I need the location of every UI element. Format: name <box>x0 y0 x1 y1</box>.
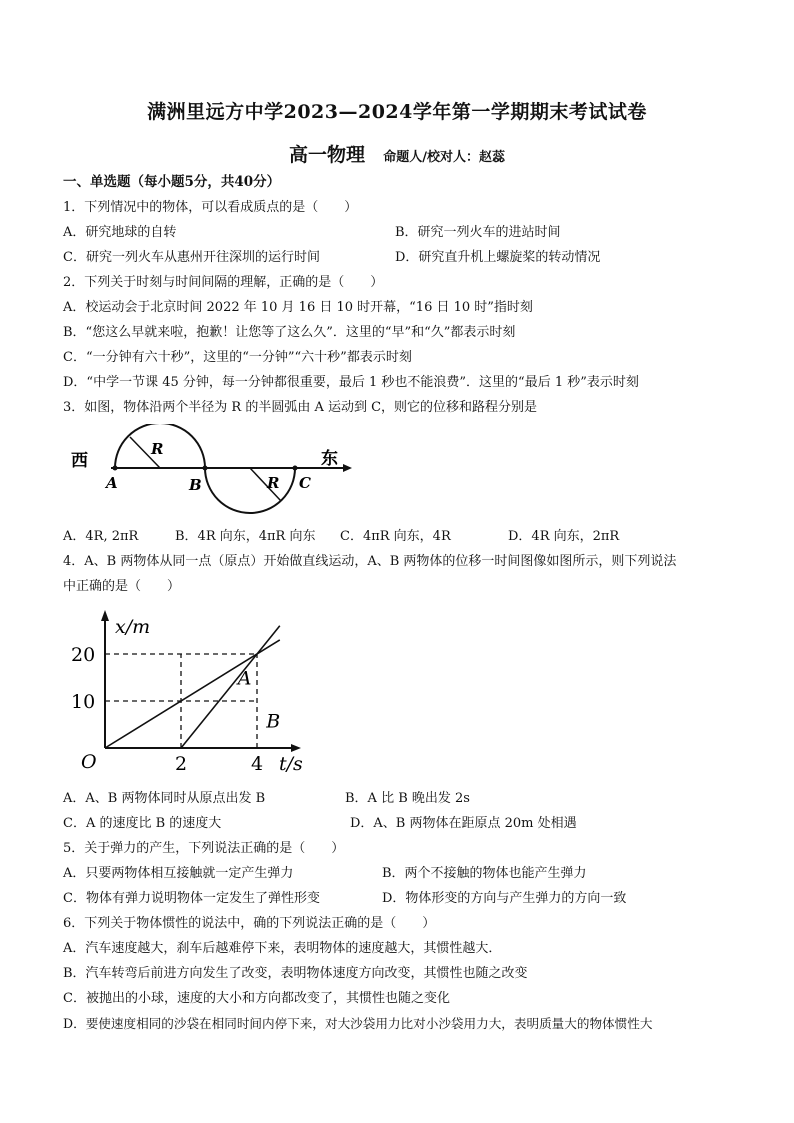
q4-stem-line2: 中正确的是（ ） <box>63 579 181 594</box>
point-a-dot <box>113 466 118 471</box>
east-label: 东 <box>321 449 338 469</box>
q3-option-a: A．4R, 2πR <box>63 529 139 544</box>
q4-stem-line1: 4．A、B 两物体从同一点（原点）开始做直线运动，A、B 两物体的位移一时间图像如图所示，则下列说法 <box>63 554 677 569</box>
q6-stem: 6．下列关于物体惯性的说法中，确的下列说法正确的是（ ） <box>63 916 436 931</box>
q4-option-b: B．A 比 B 晚出发 2s <box>345 791 470 806</box>
q3-option-b: B．4R 向东，4πR 向东 <box>175 529 316 544</box>
q4-option-c: C．A 的速度比 B 的速度大 <box>63 816 222 831</box>
series-b-label: B <box>266 710 281 733</box>
y-axis-label: x/m <box>115 616 151 638</box>
y-tick-label: 10 <box>71 691 96 713</box>
q1-option-d: D．研究直升机上螺旋桨的转动情况 <box>395 250 601 265</box>
subject-label: 高一物理 <box>289 144 366 166</box>
q3-stem: 3．如图，物体沿两个半径为 R 的半圆弧由 A 运动到 C，则它的位移和路程分别是 <box>63 400 538 415</box>
q3-option-d: D．4R 向东，2πR <box>508 529 620 544</box>
time-axis-arrow <box>291 744 301 752</box>
section-heading: 一、单选题（每小题5分，共40分） <box>63 174 281 190</box>
lower-radius-label: R <box>267 474 280 492</box>
q6-option-b: B．汽车转弯后前进方向发生了改变，表明物体速度方向改变，其惯性也随之改变 <box>63 966 528 981</box>
q5-option-b: B．两个不接触的物体也能产生弹力 <box>382 866 587 881</box>
q3-semicircle-figure <box>63 424 353 520</box>
exam-title: 满洲里远方中学2023—2024学年第一学期期末考试试卷 <box>147 101 647 123</box>
position-axis-arrow <box>101 610 109 621</box>
x-tick-label: 2 <box>175 753 188 775</box>
point-c-dot <box>293 466 298 471</box>
axis-arrow <box>343 464 352 472</box>
point-c-label: C <box>299 474 311 492</box>
q1-option-a: A．研究地球的自转 <box>63 225 177 240</box>
q6-option-d: D．要使速度相同的沙袋在相同时间内停下来，对大沙袋用力比对小沙袋用力大，表明质量大的物体惯性大 <box>63 1016 653 1031</box>
q5-option-c: C．物体有弹力说明物体一定发生了弹性形变 <box>63 891 320 906</box>
y-tick-label: 20 <box>71 644 96 666</box>
author-label: 命题人/校对人：赵蕊 <box>383 150 505 165</box>
q5-stem: 5．关于弹力的产生，下列说法正确的是（ ） <box>63 841 345 856</box>
q6-option-a: A．汽车速度越大，刹车后越难停下来，表明物体的速度越大，其惯性越大． <box>63 941 502 956</box>
q5-option-d: D．物体形变的方向与产生弹力的方向一致 <box>382 891 627 906</box>
q2-option-c: C．“一分钟有六十秒”，这里的“一分钟”“六十秒”都表示时刻 <box>63 350 412 365</box>
west-label: 西 <box>71 451 88 471</box>
q4-option-d: D．A、B 两物体在距原点 20m 处相遇 <box>350 816 577 831</box>
point-b-dot <box>203 466 208 471</box>
q3-option-c: C．4πR 向东，4R <box>340 529 451 544</box>
q2-option-b: B．“您这么早就来啦，抱歉！让您等了这么久”．这里的“早”和“久”都表示时刻 <box>63 325 516 340</box>
x-tick-label: 4 <box>251 753 264 775</box>
point-a-label: A <box>106 474 118 492</box>
q2-stem: 2．下列关于时刻与时间间隔的理解，正确的是（ ） <box>63 275 384 290</box>
series-line-b <box>181 626 280 748</box>
q1-option-c: C．研究一列火车从惠州开往深圳的运行时间 <box>63 250 320 265</box>
q1-option-b: B．研究一列火车的进站时间 <box>395 225 561 240</box>
series-a-label: A <box>237 667 252 690</box>
q2-option-a: A．校运动会于北京时间 2022 年 10 月 16 日 10 时开幕，“16 日 10 时”指时刻 <box>63 300 533 315</box>
lower-semicircle-arc <box>205 468 295 513</box>
q4-option-a: A．A、B 两物体同时从原点出发 B <box>63 791 266 806</box>
series-line-a <box>105 640 280 748</box>
x-axis-label: t/s <box>279 753 303 775</box>
exam-subtitle <box>0 140 794 167</box>
q6-option-c: C．被抛出的小球，速度的大小和方向都改变了，其惯性也随之变化 <box>63 991 450 1006</box>
q1-stem: 1．下列情况中的物体，可以看成质点的是（ ） <box>63 200 358 215</box>
q5-option-a: A．只要两物体相互接触就一定产生弹力 <box>63 866 294 881</box>
upper-radius-label: R <box>151 440 164 458</box>
q4-position-time-chart <box>63 603 333 785</box>
q2-option-d: D．“中学一节课 45 分钟，每一分钟都很重要，最后 1 秒也不能浪费”．这里的“最后 1 秒”表示时刻 <box>63 375 639 390</box>
origin-label: O <box>81 751 97 773</box>
point-b-label: B <box>189 476 202 494</box>
